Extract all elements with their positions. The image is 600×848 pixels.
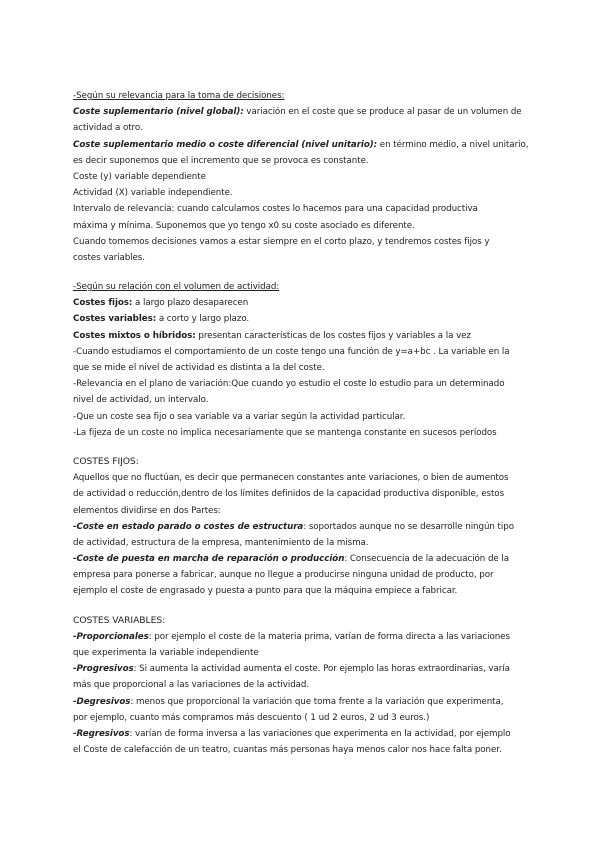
term-label: Costes fijos: xyxy=(73,298,133,309)
text-line: ejemplo el coste de engrasado y puesta a punto para que la máquina empiece a fabricar. xyxy=(73,586,458,597)
text-line: costes variables. xyxy=(73,252,145,263)
text-line: máxima y mínima. Suponemos que yo tengo x0 su coste asociado es diferente. xyxy=(73,220,415,231)
document-page xyxy=(73,88,543,758)
paragraph-costes-fijos xyxy=(73,295,543,311)
paragraph-costes-variables xyxy=(73,311,543,327)
section-title-costes-variables: COSTES VARIABLES: xyxy=(73,614,166,626)
term-text: a largo plazo desaparecen xyxy=(132,298,249,309)
term-text: : Si aumenta la actividad aumenta el coste. Por ejemplo las horas extraordinarias, varía xyxy=(133,664,510,675)
term-label: Costes variables: xyxy=(73,314,157,325)
text-line: nivel de actividad, un intervalo. xyxy=(73,395,209,406)
term-label: Coste suplementario medio o coste diferencial (nivel unitario): xyxy=(73,139,378,150)
term-label: -Degresivos xyxy=(73,696,131,707)
term-label: -Proporcionales xyxy=(73,631,149,642)
text-line: elementos dividirse en dos Partes: xyxy=(73,505,221,516)
text-line: -Relevancia en el plano de variación:Que cuando yo estudio el coste lo estudio para un determinado xyxy=(73,379,505,390)
text-line: más que proporcional a las variaciones de la actividad. xyxy=(73,680,310,691)
paragraph-costes-mixtos xyxy=(73,328,543,344)
term-label: -Coste de puesta en marcha de reparación o producción xyxy=(73,554,345,565)
text-line: que experimenta la variable independiente xyxy=(73,648,259,658)
section-title-costes-fijos: COSTES FIJOS: xyxy=(73,455,139,467)
term-label: -Coste en estado parado o costes de estructura xyxy=(73,521,304,532)
term-text: : por ejemplo el coste de la materia prima, varían de forma directa a las variaciones xyxy=(148,631,510,642)
term-label: Costes mixtos o híbridos: xyxy=(73,330,196,341)
paragraph-degresivos xyxy=(73,694,543,710)
text-line: Actividad (X) variable independiente. xyxy=(73,188,233,199)
paragraph-coste-parado xyxy=(73,519,543,535)
spacer xyxy=(73,600,543,613)
term-text: : menos que proporcional la variación que toma frente a la variación que experimenta, xyxy=(130,696,504,707)
paragraph-progresivos xyxy=(73,661,543,677)
section-heading-relevancia: -Según su relevancia para la toma de decisiones: xyxy=(73,91,285,101)
text-line: el Coste de calefacción de un teatro, cuantas más personas haya menos calor nos hace falta poner. xyxy=(73,745,502,756)
text-line: Intervalo de relevancia: cuando calculamos costes lo hacemos para una capacidad productiva xyxy=(73,204,478,215)
text-line: de actividad o reducción,dentro de los límites definidos de la capacidad productiva disponible, estos xyxy=(73,489,505,500)
term-text: : Consecuencia de la adecuación de la xyxy=(344,554,510,565)
text-line: Aquellos que no fluctúan, es decir que permanecen constantes ante variaciones, o bien de aumentos xyxy=(73,473,509,484)
text-line: de actividad, estructura de la empresa, mantenimiento de la misma. xyxy=(73,537,369,548)
paragraph-regresivos xyxy=(73,726,543,742)
spacer xyxy=(73,266,543,279)
text-line: por ejemplo, cuanto más compramos más descuento ( 1 ud 2 euros, 2 ud 3 euros.) xyxy=(73,712,430,723)
term-label: Coste suplementario (nivel global): xyxy=(73,107,244,118)
spacer xyxy=(73,441,543,454)
text-line: Cuando tomemos decisiones vamos a estar siempre en el corto plazo, y tendremos costes fijos y xyxy=(73,236,490,247)
paragraph-coste-suplementario-global xyxy=(73,104,543,120)
term-label: -Regresivos xyxy=(73,728,130,739)
term-text: a corto y largo plazo. xyxy=(156,314,250,325)
term-text: en término medio, a nivel unitario, xyxy=(377,139,529,150)
text-line: Coste (y) variable dependiente xyxy=(73,171,206,182)
term-label: -Progresivos xyxy=(73,664,134,675)
paragraph-proporcionales xyxy=(73,629,543,645)
text-line: actividad a otro. xyxy=(73,123,143,134)
paragraph-coste-suplementario-medio xyxy=(73,137,543,153)
term-text: variación en el coste que se produce al pasar de un volumen de xyxy=(243,107,522,118)
text-line: empresa para ponerse a fabricar, aunque no llegue a producirse ninguna unidad de producto, por xyxy=(73,570,494,581)
paragraph-coste-puesta-en-marcha xyxy=(73,551,543,567)
text-line: -Que un coste sea fijo o sea variable va a variar según la actividad particular. xyxy=(73,411,406,422)
term-text: presentan características de los costes fijos y variables a la vez xyxy=(195,330,471,341)
text-line: que se mide el nivel de actividad es distinta a la del coste. xyxy=(73,363,325,373)
text-line: -Cuando estudiamos el comportamiento de un coste tengo una función de y=a+bc . La variable en la xyxy=(73,346,510,357)
section-heading-volumen: -Según su relación con el volumen de actividad: xyxy=(73,282,280,293)
text-line: es decir suponemos que el incremento que se provoca es constante. xyxy=(73,155,369,166)
term-text: : soportados aunque no se desarrolle ningún tipo xyxy=(303,521,514,532)
text-line: -La fijeza de un coste no implica necesariamente que se mantenga constante en sucesos períodos xyxy=(73,427,497,438)
term-text: : varían de forma inversa a las variaciones que experimenta en la actividad, por ejemplo xyxy=(129,728,511,739)
